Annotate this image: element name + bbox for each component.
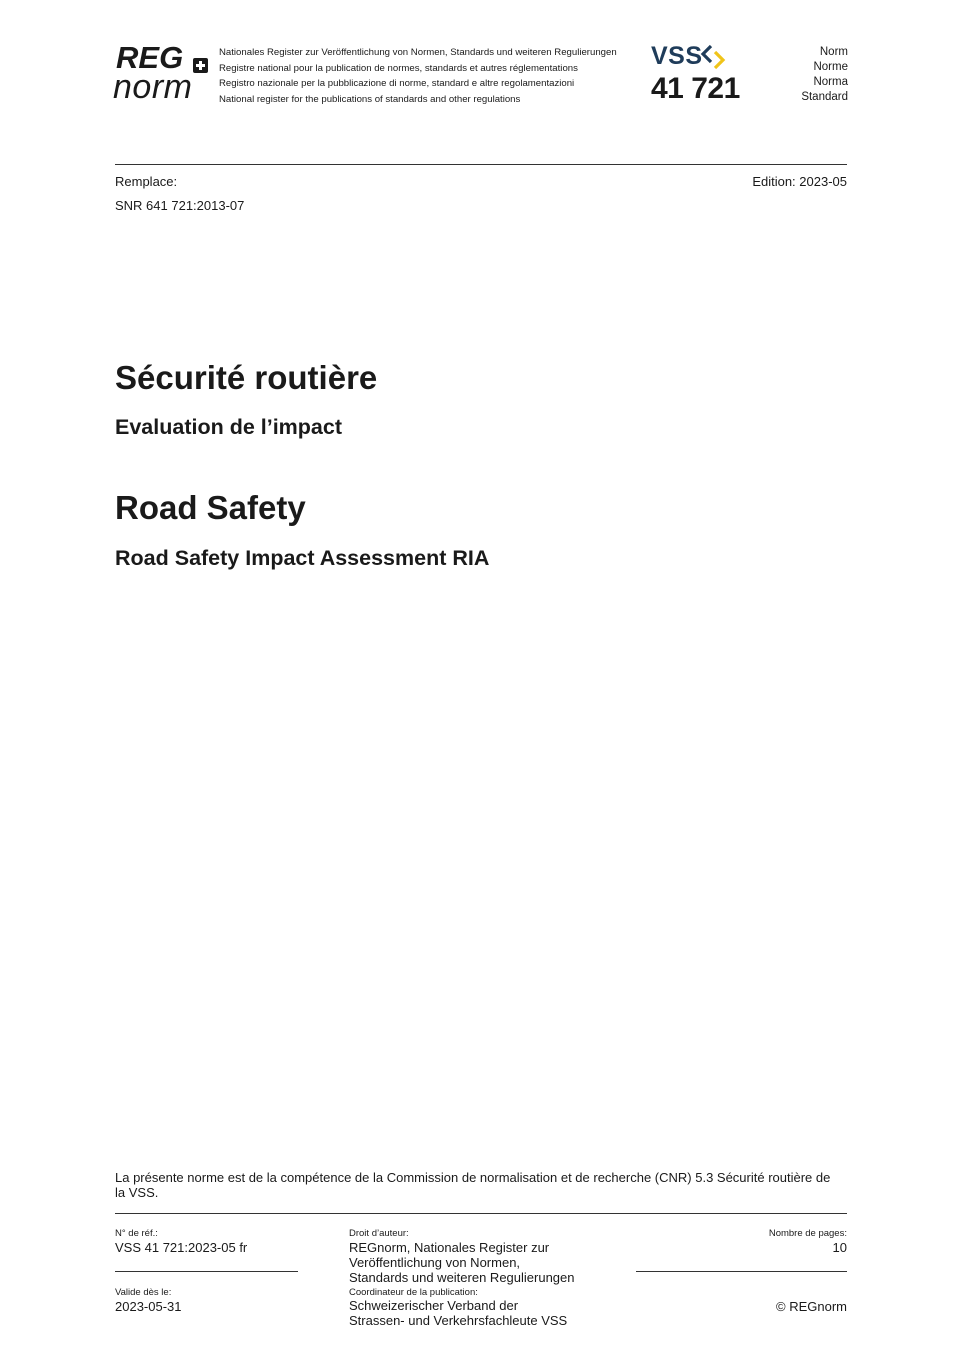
header-divider (115, 164, 847, 165)
register-line-it: Registro nazionale per la pubblicazione di norme, standard e altre regolamentazioni (219, 78, 575, 89)
copyright-line-3: Standards und weiteren Regulierungen (349, 1270, 575, 1285)
doc-type-en: Standard (801, 91, 848, 103)
register-line-de: Nationales Register zur Veröffentlichung von Normen, Standards und weiteren Regulierungen (219, 47, 617, 58)
copyright-holder (349, 1240, 575, 1285)
vss-logo-text: VSS (651, 42, 703, 70)
standard-number: 41 721 (651, 72, 740, 105)
footer-divider (115, 1213, 847, 1214)
competence-note-line-1: La présente norme est de la compétence de la Commission de normalisation et de recherche (CNR) 5.3 Sécurité routière de (115, 1170, 831, 1185)
copyright-label: Droit d’auteur: (349, 1228, 409, 1239)
regnorm-logo-norm: norm (113, 68, 193, 106)
valid-label: Valide dès le: (115, 1287, 172, 1298)
coordinator-label: Coordinateur de la publication: (349, 1287, 478, 1298)
ref-underline (115, 1271, 298, 1272)
replaces-value: SNR 641 721:2013-07 (115, 198, 245, 213)
subtitle-fr: Evaluation de l’impact (115, 415, 342, 439)
register-description (219, 45, 617, 107)
coordinator-line-2: Strassen- und Verkehrsfachleute VSS (349, 1313, 568, 1328)
subtitle-en: Road Safety Impact Assessment RIA (115, 546, 490, 570)
register-line-fr: Registre national pour la publication de normes, standards et autres réglementations (219, 62, 578, 74)
copyright-line-2: Veröffentlichung von Normen, (349, 1255, 521, 1270)
replaces-label: Remplace: (115, 174, 178, 189)
coordinator-value (349, 1298, 567, 1328)
copyright-mark: © REGnorm (776, 1299, 847, 1314)
pages-underline (636, 1271, 847, 1272)
competence-note (115, 1170, 845, 1200)
coordinator-line-1: Schweizerischer Verband der (349, 1298, 519, 1313)
competence-note-line-2: la VSS. (115, 1185, 159, 1200)
title-en: Road Safety (115, 489, 306, 526)
doc-type-de: Norm (819, 46, 848, 58)
copyright-line-1: REGnorm, Nationales Register zur (349, 1240, 550, 1255)
vss-chevrons-icon (700, 43, 728, 71)
valid-value: 2023-05-31 (115, 1299, 182, 1314)
doc-type-it: Norma (813, 76, 848, 88)
regnorm-logo-reg: REG (116, 40, 184, 75)
ref-label: N° de réf.: (115, 1228, 158, 1239)
swiss-cross-icon (193, 58, 208, 73)
document-type (801, 45, 848, 105)
doc-type-fr: Norme (813, 61, 848, 73)
pages-value: 10 (832, 1240, 847, 1255)
edition: Edition: 2023-05 (752, 174, 847, 189)
ref-value: VSS 41 721:2023-05 fr (115, 1240, 248, 1255)
register-line-en: National register for the publications of standards and other regulations (219, 93, 521, 105)
pages-label: Nombre de pages: (768, 1228, 847, 1239)
title-fr: Sécurité routière (115, 359, 378, 396)
